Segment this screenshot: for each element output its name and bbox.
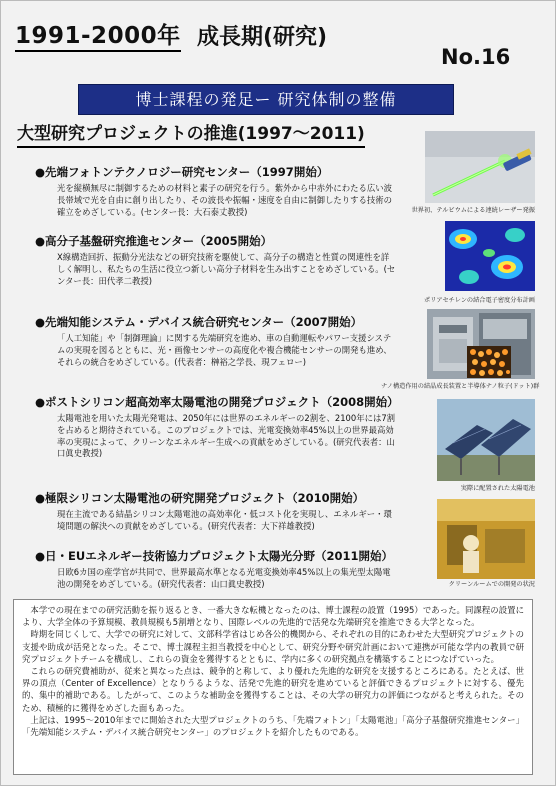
density-map-image [445,221,535,291]
project-description: 日欧6カ国の産学官が共同で、世界最高水準となる光電変換効率45%以上の集光型太陽電池の開発をめざしている。(研究代表者：山口眞史教授) [57,567,391,589]
summary-box [13,599,533,775]
project-title: ●極限シリコン太陽電池の研究開発プロジェクト（2010開始） [35,491,365,505]
clean-room-caption: クリーンルームでの開発の状況 [448,581,535,588]
nano-dots-image [467,346,511,378]
project-polymer [35,234,407,287]
summary-paragraph: 本学での現在までの研究活動を振り返るとき、一番大きな転機となったのは、博士課程の設置（1995）であった。同課程の設置により、大学全体の予算規模、教員規模も5割増となり、国際レベルの先進的で活発な先端研究を推進できる大学となった。 [22,605,524,628]
project-title: ●先端フォトンテクノロジー研究センター（1997開始） [35,165,329,179]
project-intelligent-systems [35,315,407,368]
project-japan-eu [35,549,407,591]
period-heading: 成長期(研究) [197,25,328,50]
era-heading: 1991-2000年 [15,23,181,52]
summary-paragraph: これらの研究費補助が、従来と異なった点は、競争的と称して、より優れた先進的な研究を支援するところにある。たとえば、世界の頂点（Center of Excellence）となりうるような、活発で先進的研究を進めていると評価できるプロジェクトに対する、優先的、集中的補助である。したがって、このような補助金を獲得することは、その大学の研究力の評価につながると考えられた。そのため、積極的に獲得をめざした面もあった。 [22,666,524,713]
solar-panels-photo [437,399,535,481]
page-number: No.16 [441,45,511,69]
summary-paragraph: 時期を同じくして、大学での研究に対して、文部科学省はじめ各公的機関から、それぞれの目的にあわせた大型研究プロジェクトの支援や助成が活発となった。そこで、博士課程主担当教授を中心として、研究分野や研究計画において連携が可能な学内の教員で研究プロジェクトチームを構成し、これらの資金を獲得するとともに、学内に多くの研究拠点を構築することにつなげていった。 [22,629,525,664]
section-title: 大型研究プロジェクトの推進(1997〜2011) [17,123,365,148]
project-description: 現在主流である結晶シリコン太陽電池の高効率化・低コスト化を実現し、エネルギー・環境問題の解決への貢献をめざしている。(研究代表者：大下祥雄教授) [57,509,392,531]
project-description: 太陽電池を用いた太陽光発電は、2050年には世界のエネルギーの2割を、2100年には7割を占めると期待されている。このプロジェクトでは、光電変換効率45%以上の世界最高効率の実現によって、クリーンなエネルギー生成への貢献をめざしている。(研究代表者：山口眞史教授) [57,413,396,459]
clean-room-photo [437,499,535,579]
laser-caption: 世界初、テルビウムによる連続レーザー発振 [411,207,535,214]
crystal-growth-caption: ナノ構造作用の結晶成長装置と半導体ナノ粒子(ドット)群 [381,383,540,390]
project-description: 光を縦横無尽に制御するための材料と素子の研究を行う。紫外から中赤外にわたる広い波長帯域で光を自由に創り出したり、その波長や振幅・速度を自由に制御したりする技術の確立をめざしている。(センター長：大石泰丈教授) [57,183,392,217]
project-photon [35,165,407,218]
project-description: X線構造回折、振動分光法などの研究技術を駆使して、高分子の構造と性質の関連性を詳しく解明し、私たちの生活に役立つ新しい高分子材料を生み出すことをめざしている。(センター長：田代孝二教授) [57,252,396,286]
solar-panels-caption: 実際に配置された太陽電池 [460,485,535,492]
laser-photo [425,131,535,203]
project-title: ●先端知能システム・デバイス統合研究センター（2007開始） [35,315,363,329]
project-post-silicon [35,395,407,460]
project-description: 「人工知能」や「制御理論」に関する先端研究を進め、車の自動運転やパワー支援システムの実現を図るとともに、光・画像センサーの高度化や複合機能センサーの開発も進め、それらの統合をめざしている。(代表者：榊裕之学長、現フェロー) [57,333,392,367]
density-map-caption: ポリアセチレンの結合電子密度分布計画 [423,297,535,304]
summary-paragraph: 上記は、1995〜2010年までに開始された大型プロジェクトのうち、「先端フォトン」「太陽電池」「高分子基盤研究推進センター」「先端知能システム・デバイス統合研究センター」のプロジェクトを紹介したものである。 [22,714,524,738]
title-banner: 博士課程の発足ー 研究体制の整備 [78,84,454,115]
project-title: ●ポストシリコン超高効率太陽電池の開発プロジェクト（2008開始） [35,395,399,409]
project-extreme-silicon [35,491,407,533]
project-title: ●日・EUエネルギー技術協力プロジェクト太陽光分野（2011開始） [35,549,394,563]
project-title: ●高分子基盤研究推進センター（2005開始） [35,234,273,248]
